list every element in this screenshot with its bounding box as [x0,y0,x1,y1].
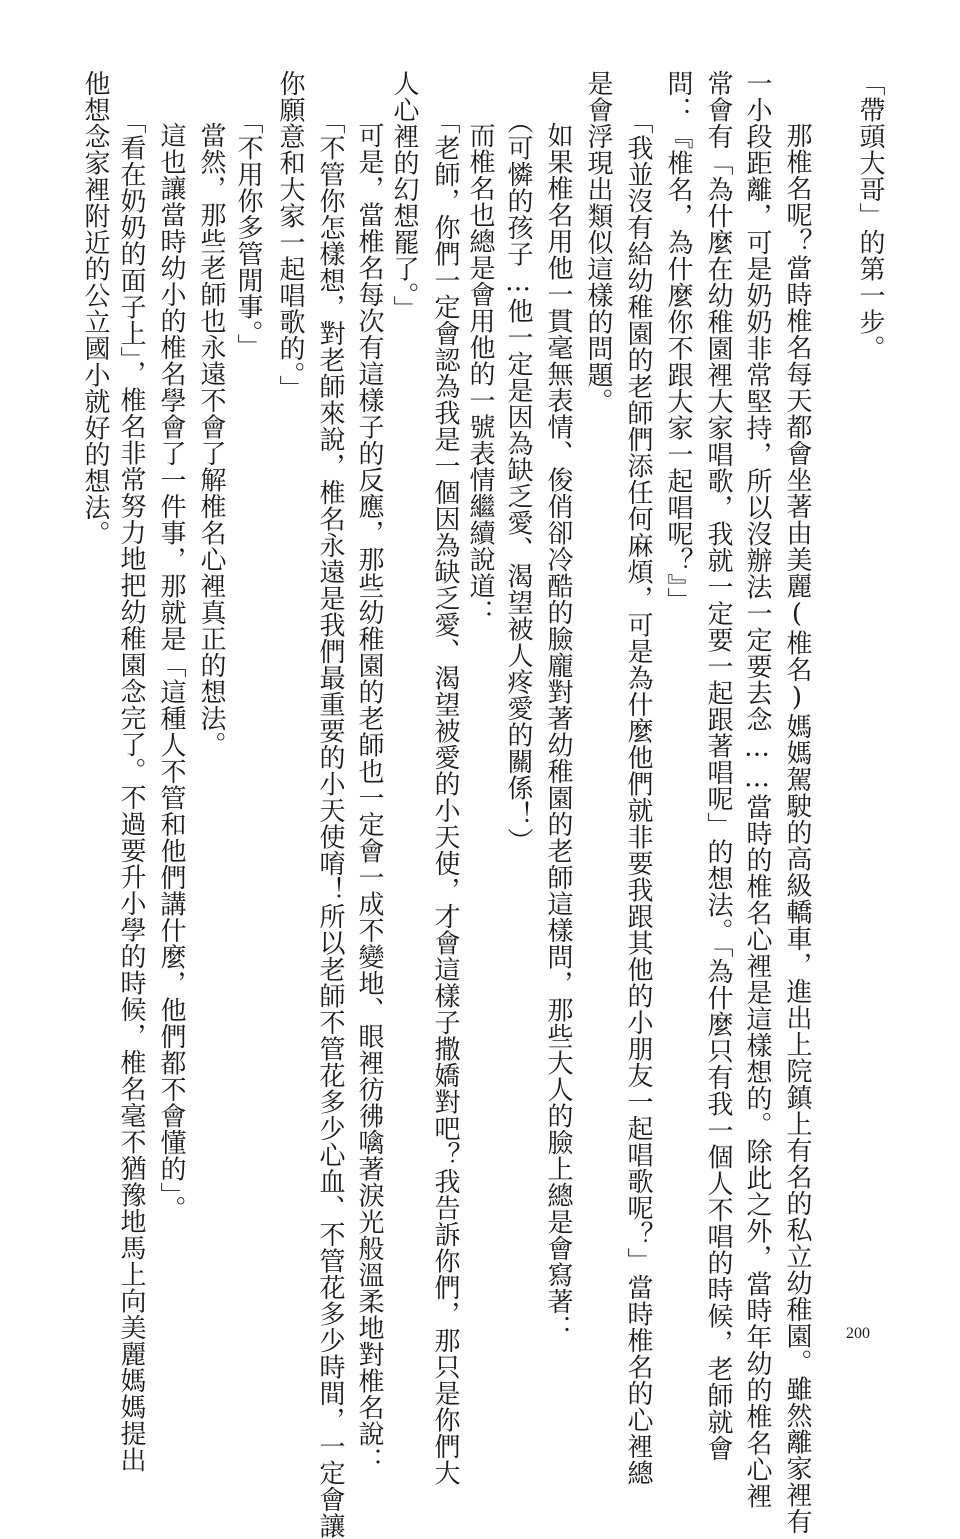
text-column-19: 「看在奶奶的面子上」，椎名非常努力地把幼稚園念完了。不過要升小學的時候，椎名毫不猶豫地馬上向美麗媽媽提出 [116,108,146,1473]
text-column-3: 一小段距離，可是奶奶非常堅持，所以沒辦法一定要去念……當時的椎名心裡是這樣想的。除此之外，當時年幼的椎名心裡 [742,70,772,1509]
page-number: 200 [846,1325,870,1342]
text-column-1: 「帶頭大哥」的第一步。 [855,70,885,362]
text-column-12: 人心裡的幻想罷了。」 [389,70,419,322]
text-column-5: 問：『椎名，為什麼你不跟大家一起唱呢？』」 [663,70,693,614]
text-column-17: 當然，那些老師也永遠不會了解椎名心裡真正的想法。 [196,122,226,758]
text-column-4: 常會有「為什麼在幼稚園裡大家唱歌，我就一定要一起跟著唱呢」的想法。「為什麼只有我一個人不唱的時候，老師就會 [703,70,733,1462]
text-column-6: 「我並沒有給幼稚園的老師們添任何麻煩，可是為什麼他們就非要我跟其他的小朋友一起唱歌呢？」當時椎名的心裡總 [623,108,653,1486]
text-column-2: 那椎名呢？當時椎名每天都會坐著由美麗(椎名)媽媽駕駛的高級轎車，進出上院鎮上有名的私立幼稚園。雖然離家裡有 [782,122,812,1535]
text-column-18: 這也讓當時幼小的椎名學會了一件事，那就是「這種人不管和他們講什麼，他們都不會懂的」。 [156,122,186,1222]
text-column-14: 「不管你怎樣想，對老師來說，椎名永遠是我們最重要的小天使唷！所以老師不管花多少心血、不管花多少時間，一定會讓 [315,108,345,1539]
text-column-9: （可憐的孩子…他一定是因為缺乏愛、渴望被人疼愛的關係！） [503,108,533,854]
text-column-10: 而椎名也總是會用他的一號表情繼續說道： [465,122,495,626]
text-column-11: 「老師，你們一定會認為我是一個因為缺乏愛、渴望被愛的小天使，才會這樣子撒嬌對吧？我告訴你們，那只是你們大 [430,108,460,1486]
text-column-20: 他想念家裡附近的公立國小就好的想法。 [80,70,110,547]
text-column-16: 「不用你多管閒事。」 [233,108,263,360]
text-column-13: 可是，當椎名每次有這樣子的反應，那些幼稚園的老師也一定會一成不變地、眼裡彷彿噙著淚光般溫柔地對椎名說： [354,122,384,1474]
text-column-15: 你願意和大家一起唱歌的。」 [275,70,305,402]
text-column-8: 如果椎名用他一貫毫無表情、俊俏卻冷酷的臉龐對著幼稚園的老師這樣問，那些大人的臉上總是會寫著： [543,122,573,1341]
text-column-7: 是會浮現出類似這樣的問題。 [583,70,613,415]
